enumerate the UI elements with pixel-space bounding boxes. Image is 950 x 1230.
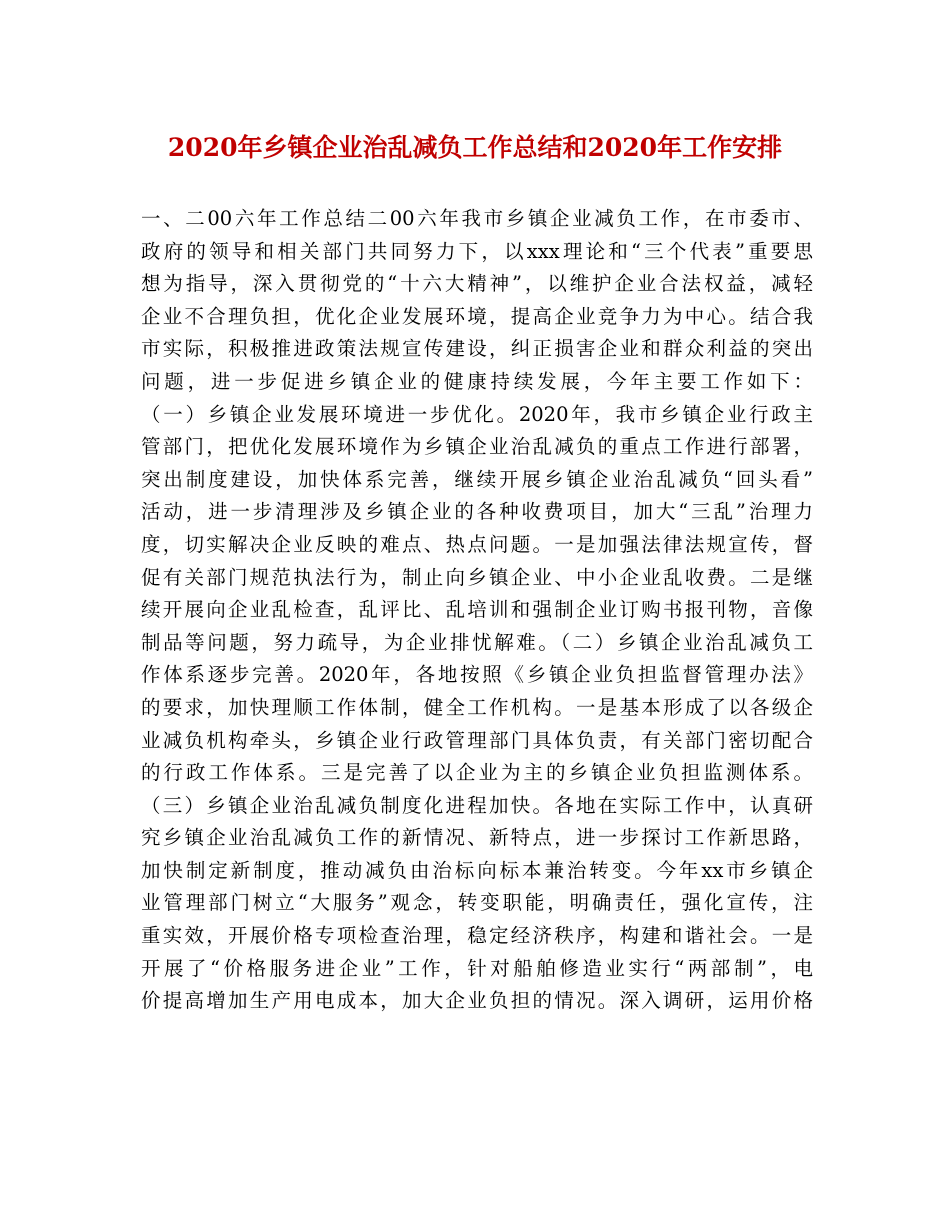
body-line: 的行政工作体系。三是完善了以企业为主的乡镇企业负担监测体系。 bbox=[141, 761, 813, 785]
body-line: 一、二00六年工作总结二00六年我市乡镇企业减负工作，在市委市、 bbox=[141, 207, 813, 230]
body-line: 突出制度建设，加快体系完善，继续开展乡镇企业治乱减负“回头看” bbox=[141, 467, 813, 491]
body-line: 业减负机构牵头，乡镇企业行政管理部门具体负责，有关部门密切配合 bbox=[141, 728, 813, 752]
body-line: 活动，进一步清理涉及乡镇企业的各种收费项目，加大“三乱”治理力 bbox=[141, 500, 813, 524]
body-line: 究乡镇企业治乱减负工作的新情况、新特点，进一步探讨工作新思路， bbox=[141, 826, 813, 850]
body-line: 重实效，开展价格专项检查治理，稳定经济秩序，构建和谐社会。一是 bbox=[141, 924, 813, 948]
document-title: 2020年乡镇企业治乱减负工作总结和2020年工作安排 bbox=[167, 133, 783, 162]
body-line: 开展了“价格服务进企业”工作，针对船舶修造业实行“两部制”，电 bbox=[141, 956, 813, 980]
body-line: 制品等问题，努力疏导，为企业排忧解难。（二）乡镇企业治乱减负工 bbox=[141, 630, 813, 654]
document-body bbox=[141, 203, 813, 1018]
body-line: 企业不合理负担，优化企业发展环境，提高企业竞争力为中心。结合我 bbox=[141, 304, 813, 328]
body-line: 市实际，积极推进政策法规宣传建设，纠正损害企业和群众利益的突出 bbox=[141, 337, 813, 361]
body-line: 想为指导，深入贯彻党的“十六大精神”，以维护企业合法权益，减轻 bbox=[141, 272, 813, 296]
body-line: 加快制定新制度，推动减负由治标向标本兼治转变。今年xx市乡镇企 bbox=[141, 858, 813, 882]
body-line: 续开展向企业乱检查，乱评比、乱培训和强制企业订购书报刊物，音像 bbox=[141, 598, 813, 622]
body-line: 业管理部门树立“大服务”观念，转变职能，明确责任，强化宣传，注 bbox=[141, 891, 813, 915]
body-line: 管部门，把优化发展环境作为乡镇企业治乱减负的重点工作进行部署， bbox=[141, 435, 813, 459]
body-line: 政府的领导和相关部门共同努力下，以xxx理论和“三个代表”重要思 bbox=[141, 239, 813, 263]
body-line: 的要求，加快理顺工作体制，健全工作机构。一是基本形成了以各级企 bbox=[141, 695, 813, 719]
body-line: （三）乡镇企业治乱减负制度化进程加快。各地在实际工作中，认真研 bbox=[141, 793, 813, 817]
body-line: 价提高增加生产用电成本，加大企业负担的情况。深入调研，运用价格 bbox=[141, 989, 813, 1013]
body-line: 作体系逐步完善。2020年，各地按照《乡镇企业负担监督管理办法》 bbox=[141, 663, 813, 687]
body-line: 问题，进一步促进乡镇企业的健康持续发展，今年主要工作如下： bbox=[141, 369, 813, 393]
body-line: 促有关部门规范执法行为，制止向乡镇企业、中小企业乱收费。二是继 bbox=[141, 565, 813, 589]
body-line: 度，切实解决企业反映的难点、热点问题。一是加强法律法规宣传，督 bbox=[141, 532, 813, 556]
body-line: （一）乡镇企业发展环境进一步优化。2020年，我市乡镇企业行政主 bbox=[141, 402, 813, 426]
